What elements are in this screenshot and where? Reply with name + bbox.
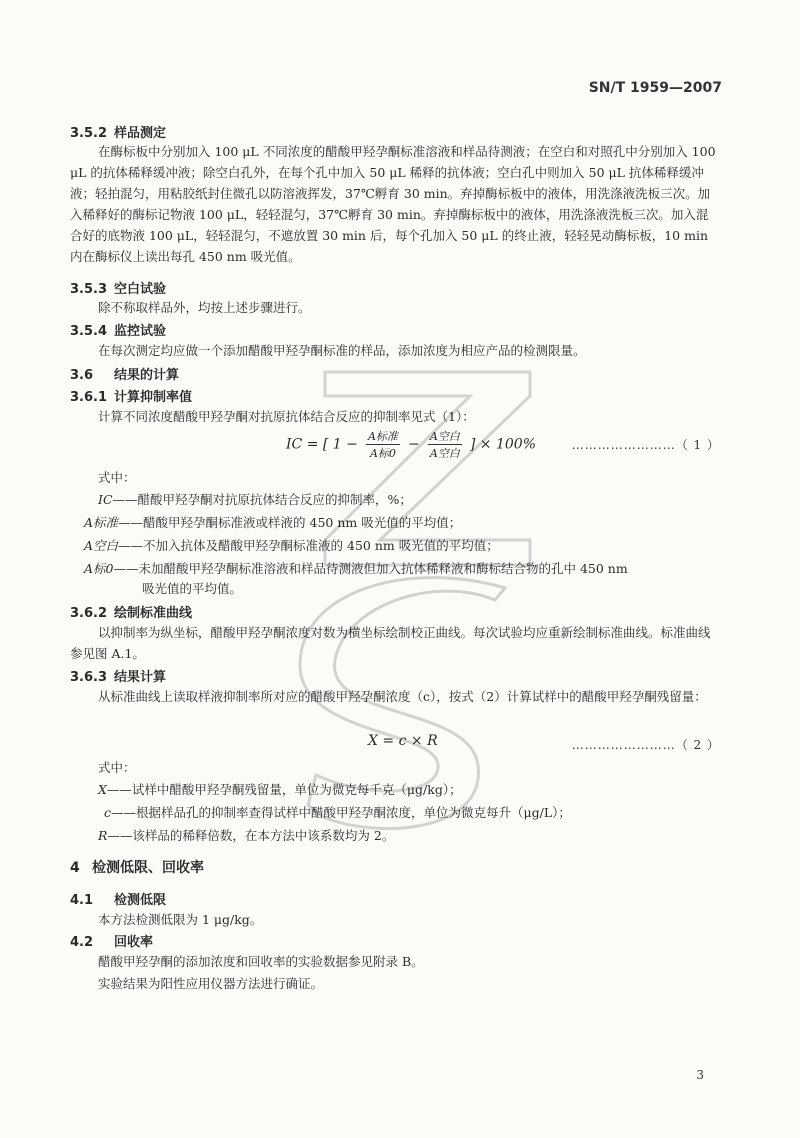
definition-text: ——未加醋酸甲羟孕酮标准溶液和样品待测液但加入抗体稀释液和酶标结合物的孔中 450 nm (113, 561, 628, 576)
section-3-6-3-body: 从标准曲线上读取样液抑制率所对应的醋酸甲羟孕酮浓度（c），按式（2）计算试样中的醋酸甲羟孕酮残留量： (98, 689, 707, 704)
section-title: 检测低限 (114, 893, 167, 908)
definition-symbol: c (104, 805, 112, 820)
section-3-5-2-heading (70, 122, 166, 141)
formula-1 (286, 428, 536, 464)
section-3-5-4-heading (70, 320, 166, 339)
definition-continuation: 吸光值的平均值。 (142, 581, 243, 596)
section-4-1-body: 本方法检测低限为 1 μg/kg。 (98, 912, 263, 927)
equation-number-2: ……………………（ 2 ） (571, 738, 720, 752)
section-4-2-body-1: 醋酸甲羟孕酮的添加浓度和回收率的实验数据参见附录 B。 (98, 954, 424, 969)
definition-a-zero (84, 559, 628, 577)
section-3-6-1-heading (70, 386, 192, 405)
fraction-2 (428, 428, 462, 461)
fraction-1-denominator: A标0 (369, 447, 396, 460)
section-title: 空白试验 (114, 282, 167, 297)
definition-symbol: A空白 (84, 538, 119, 553)
section-3-6-heading (70, 364, 179, 383)
section-number: 3.6.2 (70, 606, 108, 621)
section-title: 样品测定 (114, 126, 167, 141)
section-4-heading (70, 857, 204, 877)
section-4-2-heading (70, 931, 153, 950)
definition-symbol: IC (98, 492, 113, 507)
fraction-2-numerator: A空白 (429, 430, 460, 443)
section-number: 4.2 (70, 935, 94, 950)
definition-text: ——试样中醋酸甲羟孕酮残留量，单位为微克每千克（μg/kg）； (106, 782, 462, 797)
definition-x (98, 780, 462, 798)
section-title: 结果计算 (114, 670, 167, 685)
section-number: 3.5.3 (70, 282, 108, 297)
section-4-2-body-2: 实验结果为阳性应用仪器方法进行确证。 (98, 976, 324, 991)
section-3-6-1-intro: 计算不同浓度醋酸甲羟孕酮对抗原抗体结合反应的抑制率见式（1）： (98, 409, 475, 424)
minus-sign: − (408, 436, 420, 453)
page-number: 3 (696, 1068, 704, 1082)
definition-a-std (84, 513, 461, 531)
definition-symbol: X (98, 782, 107, 797)
where-label: 式中： (98, 470, 136, 485)
section-number: 3.5.4 (70, 324, 108, 339)
section-4-1-heading (70, 889, 166, 908)
fraction-2-denominator: A空白 (429, 447, 460, 460)
definition-r (98, 826, 394, 844)
formula-lhs: IC = [ 1 − (286, 436, 358, 453)
formula-rhs: ] × 100% (469, 436, 537, 453)
section-3-6-3-heading (70, 666, 166, 685)
section-number: 3.6 (70, 368, 94, 383)
definition-text: ——醋酸甲羟孕酮对抗原抗体结合反应的抑制率，%； (112, 492, 412, 507)
definition-symbol: R (98, 828, 108, 843)
fraction-1 (366, 428, 400, 461)
section-3-6-2-body: 以抑制率为纵坐标，醋酸甲羟孕酮浓度对数为横坐标绘制校正曲线。每次试验均应重新绘制标准曲线。标准曲线参见图 A.1。 (70, 625, 711, 661)
definition-text: ——该样品的稀释倍数，在本方法中该系数均为 2。 (107, 828, 395, 843)
section-number: 3.6.3 (70, 670, 108, 685)
fraction-1-numerator: A标准 (367, 430, 398, 443)
section-3-5-3-heading (70, 278, 166, 297)
section-title: 计算抑制率值 (114, 390, 193, 405)
definition-c (104, 803, 571, 821)
definition-symbol: A标准 (84, 515, 119, 530)
section-3-5-4-body: 在每次测定均应做一个添加醋酸甲羟孕酮标准的样品，添加浓度为相应产品的检测限量。 (98, 343, 586, 358)
equation-number-1: ……………………（ 1 ） (571, 438, 720, 452)
definition-a-blank (84, 536, 499, 554)
section-3-5-3-body: 除不称取样品外，均按上述步骤进行。 (98, 300, 311, 315)
section-number: 4 (70, 860, 80, 876)
section-title: 结果的计算 (114, 368, 180, 383)
formula-2: X = c × R (368, 733, 438, 749)
definition-symbol: A标0 (84, 561, 114, 576)
standard-code: SN/T 1959—2007 (588, 80, 722, 96)
section-title: 检测低限、回收率 (92, 860, 204, 876)
section-title: 监控试验 (114, 324, 167, 339)
section-3-5-2-body: 在酶标板中分别加入 100 μL 不同浓度的醋酸甲羟孕酮标准溶液和样品待测液；在空白和对照孔中分别加入 100 μL 的抗体稀释缓冲液；除空白孔外，在每个孔中加入 50 μL 稀释的抗体液；空白孔中则加入 50 μL 抗体稀释缓冲液；轻拍混匀，用粘胶纸封住微孔以防溶液挥发，37℃孵育 30 min。弃掉酶标板中的液体，用洗涤液洗板三次。加入稀释好的酶标记物液 100 μL，轻轻混匀，37℃孵育 30 min。弃掉酶标板中的液体，用洗涤液洗板三次。加入混合好的底物液 100 μL，轻轻混匀，不遮放置 30 min 后，每个孔加入 50 μL 的终止液，轻轻晃动酶标板，10 min 内在酶标仪上读出每孔 450 nm 吸光值。 (70, 144, 716, 264)
section-number: 4.1 (70, 893, 94, 908)
definition-text: ——醋酸甲羟孕酮标准液或样液的 450 nm 吸光值的平均值； (118, 515, 462, 530)
definition-ic (98, 490, 412, 508)
definition-text: ——不加入抗体及醋酸甲羟孕酮标准液的 450 nm 吸光值的平均值； (118, 538, 499, 553)
section-3-6-2-heading (70, 602, 192, 621)
section-number: 3.6.1 (70, 390, 108, 405)
definition-text: ——根据样品孔的抑制率查得试样中醋酸甲羟孕酮浓度，单位为微克每升（μg/L）； (111, 805, 571, 820)
section-number: 3.5.2 (70, 126, 108, 141)
section-title: 回收率 (114, 935, 154, 950)
section-title: 绘制标准曲线 (114, 606, 193, 621)
where-label: 式中： (98, 760, 136, 775)
